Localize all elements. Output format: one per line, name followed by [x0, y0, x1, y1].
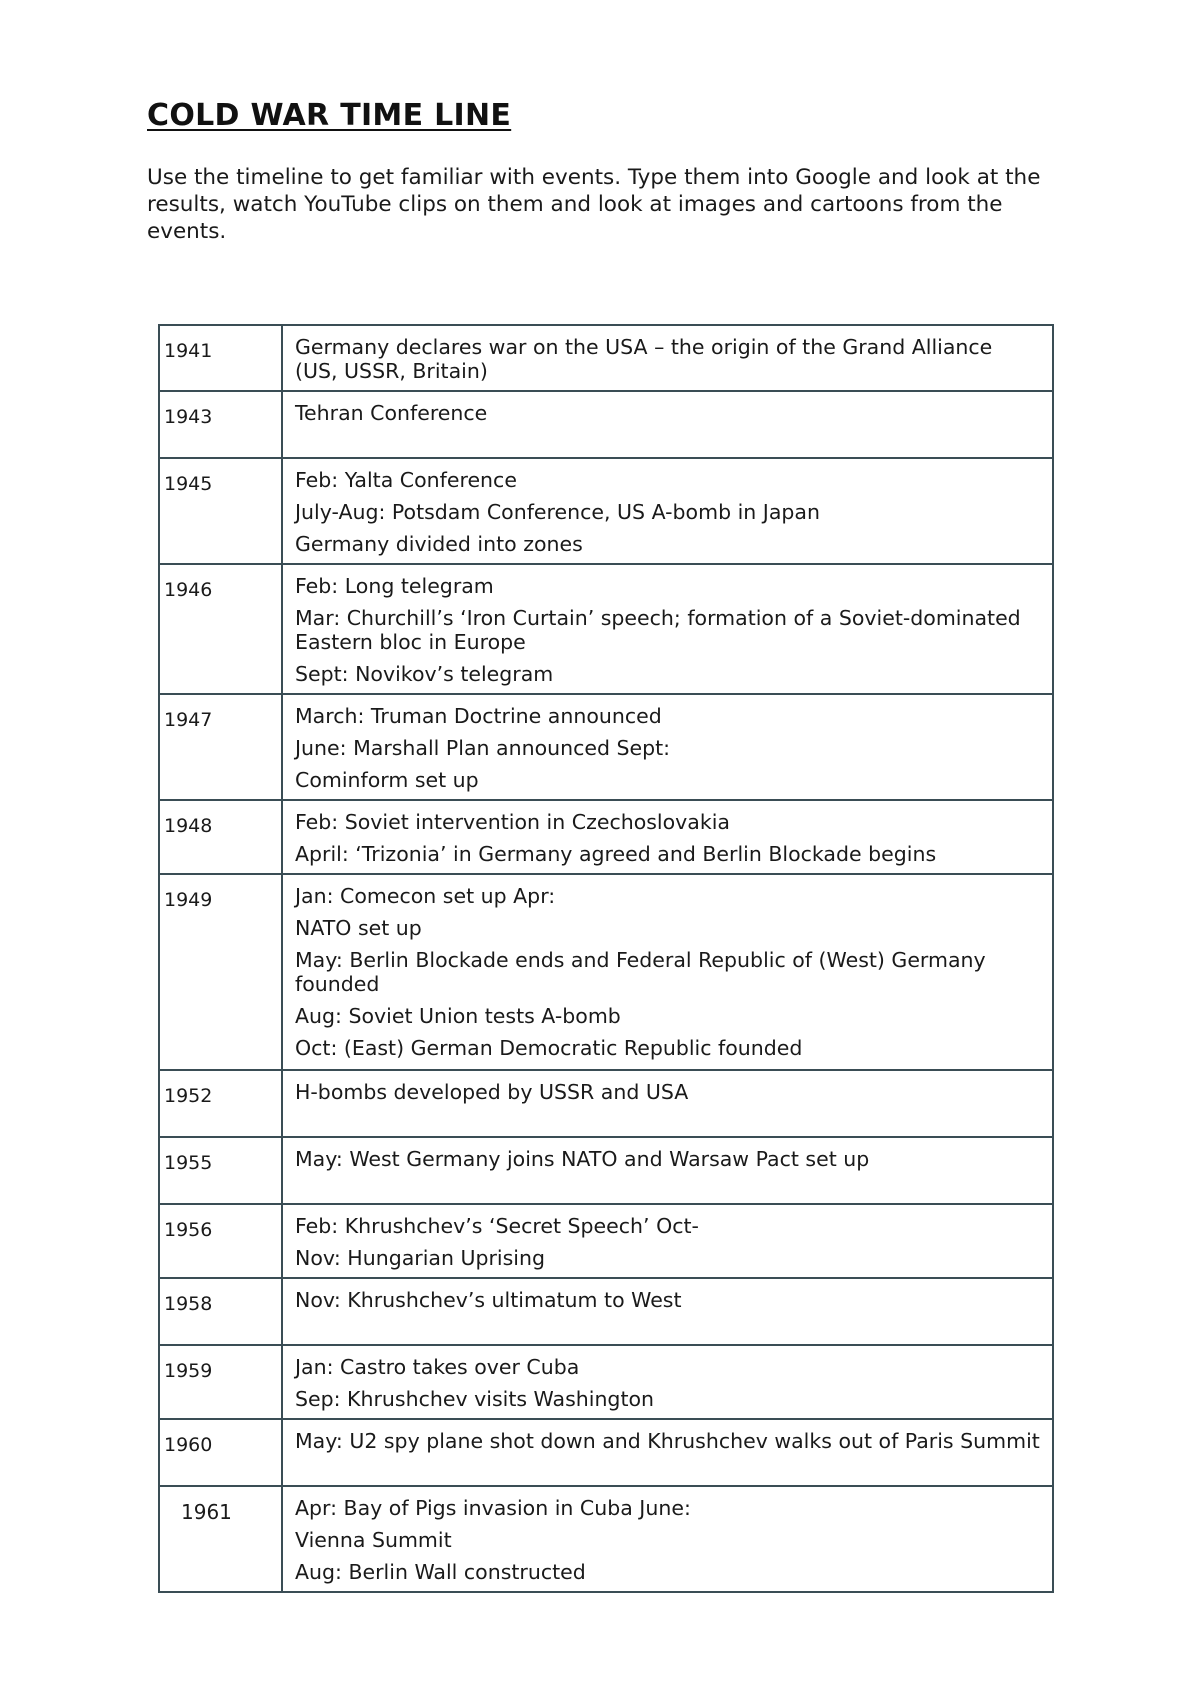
event-text: Aug: Berlin Wall constructed: [295, 1560, 586, 1584]
event-text: May: Berlin Blockade ends and Federal Republic of (West) Germany founded: [295, 948, 986, 996]
year-cell: 1946: [159, 564, 282, 694]
year-cell: 1955: [159, 1137, 282, 1204]
events-cell: [282, 458, 1053, 564]
event-text: Feb: Yalta Conference: [295, 468, 517, 492]
event-text: Vienna Summit: [295, 1528, 452, 1552]
events-cell: [282, 1204, 1053, 1278]
event-text: June: Marshall Plan announced Sept:: [295, 736, 671, 760]
events-cell: [282, 391, 1053, 458]
year-cell: 1947: [159, 694, 282, 800]
event-text: Mar: Churchill’s ‘Iron Curtain’ speech; formation of a Soviet-dominated Eastern bloc in Europe: [295, 606, 1021, 654]
timeline-row: [159, 1486, 1053, 1592]
timeline-row: [159, 800, 1053, 874]
timeline-row: [159, 694, 1053, 800]
year-cell: 1948: [159, 800, 282, 874]
event-text: H-bombs developed by USSR and USA: [295, 1080, 689, 1104]
year-cell: 1941: [159, 325, 282, 391]
events-cell: [282, 1278, 1053, 1345]
event-text: Jan: Castro takes over Cuba: [295, 1355, 580, 1379]
events-cell: [282, 325, 1053, 391]
year-cell: 1959: [159, 1345, 282, 1419]
events-cell: [282, 1345, 1053, 1419]
timeline-row: [159, 391, 1053, 458]
events-cell: [282, 874, 1053, 1070]
event-text: Feb: Khrushchev’s ‘Secret Speech’ Oct-: [295, 1214, 699, 1238]
event-text: Germany divided into zones: [295, 532, 583, 556]
year-cell: 1958: [159, 1278, 282, 1345]
event-text: Jan: Comecon set up Apr:: [295, 884, 556, 908]
events-cell: [282, 1419, 1053, 1486]
year-cell: 1952: [159, 1070, 282, 1137]
event-text: Feb: Soviet intervention in Czechoslovakia: [295, 810, 730, 834]
year-cell: 1943: [159, 391, 282, 458]
event-text: Tehran Conference: [295, 401, 488, 425]
event-text: Sept: Novikov’s telegram: [295, 662, 554, 686]
year-cell: 1949: [159, 874, 282, 1070]
timeline-row: [159, 1278, 1053, 1345]
event-text: Apr: Bay of Pigs invasion in Cuba June:: [295, 1496, 691, 1520]
timeline-row: [159, 1345, 1053, 1419]
timeline-row: [159, 874, 1053, 1070]
year-cell: 1961: [159, 1486, 282, 1592]
events-cell: [282, 800, 1053, 874]
year-cell: 1956: [159, 1204, 282, 1278]
event-text: Feb: Long telegram: [295, 574, 494, 598]
events-cell: [282, 1486, 1053, 1592]
intro-paragraph: Use the timeline to get familiar with events. Type them into Google and look at the results, watch YouTube clips on them and look at images and cartoons from the events.: [147, 165, 1041, 244]
timeline-row: [159, 1204, 1053, 1278]
timeline-row: [159, 458, 1053, 564]
event-text: Germany declares war on the USA – the origin of the Grand Alliance (US, USSR, Britain): [295, 335, 993, 383]
event-text: Nov: Hungarian Uprising: [295, 1246, 546, 1270]
timeline-row: [159, 325, 1053, 391]
year-cell: 1945: [159, 458, 282, 564]
timeline-row: [159, 1070, 1053, 1137]
event-text: May: West Germany joins NATO and Warsaw Pact set up: [295, 1147, 870, 1171]
event-text: Cominform set up: [295, 768, 479, 792]
events-cell: [282, 694, 1053, 800]
events-cell: [282, 564, 1053, 694]
event-text: March: Truman Doctrine announced: [295, 704, 662, 728]
event-text: April: ‘Trizonia’ in Germany agreed and Berlin Blockade begins: [295, 842, 937, 866]
event-text: Aug: Soviet Union tests A-bomb: [295, 1004, 621, 1028]
events-cell: [282, 1070, 1053, 1137]
document-title: COLD WAR TIME LINE: [147, 98, 512, 133]
timeline-row: [159, 1137, 1053, 1204]
event-text: Sep: Khrushchev visits Washington: [295, 1387, 655, 1411]
event-text: Oct: (East) German Democratic Republic founded: [295, 1036, 803, 1060]
events-cell: [282, 1137, 1053, 1204]
timeline-table: [158, 324, 1054, 1593]
timeline-row: [159, 564, 1053, 694]
event-text: NATO set up: [295, 916, 422, 940]
event-text: July-Aug: Potsdam Conference, US A-bomb in Japan: [295, 500, 820, 524]
event-text: Nov: Khrushchev’s ultimatum to West: [295, 1288, 682, 1312]
event-text: May: U2 spy plane shot down and Khrushchev walks out of Paris Summit: [295, 1429, 1040, 1453]
timeline-body: [159, 325, 1053, 1592]
year-cell: 1960: [159, 1419, 282, 1486]
timeline-row: [159, 1419, 1053, 1486]
